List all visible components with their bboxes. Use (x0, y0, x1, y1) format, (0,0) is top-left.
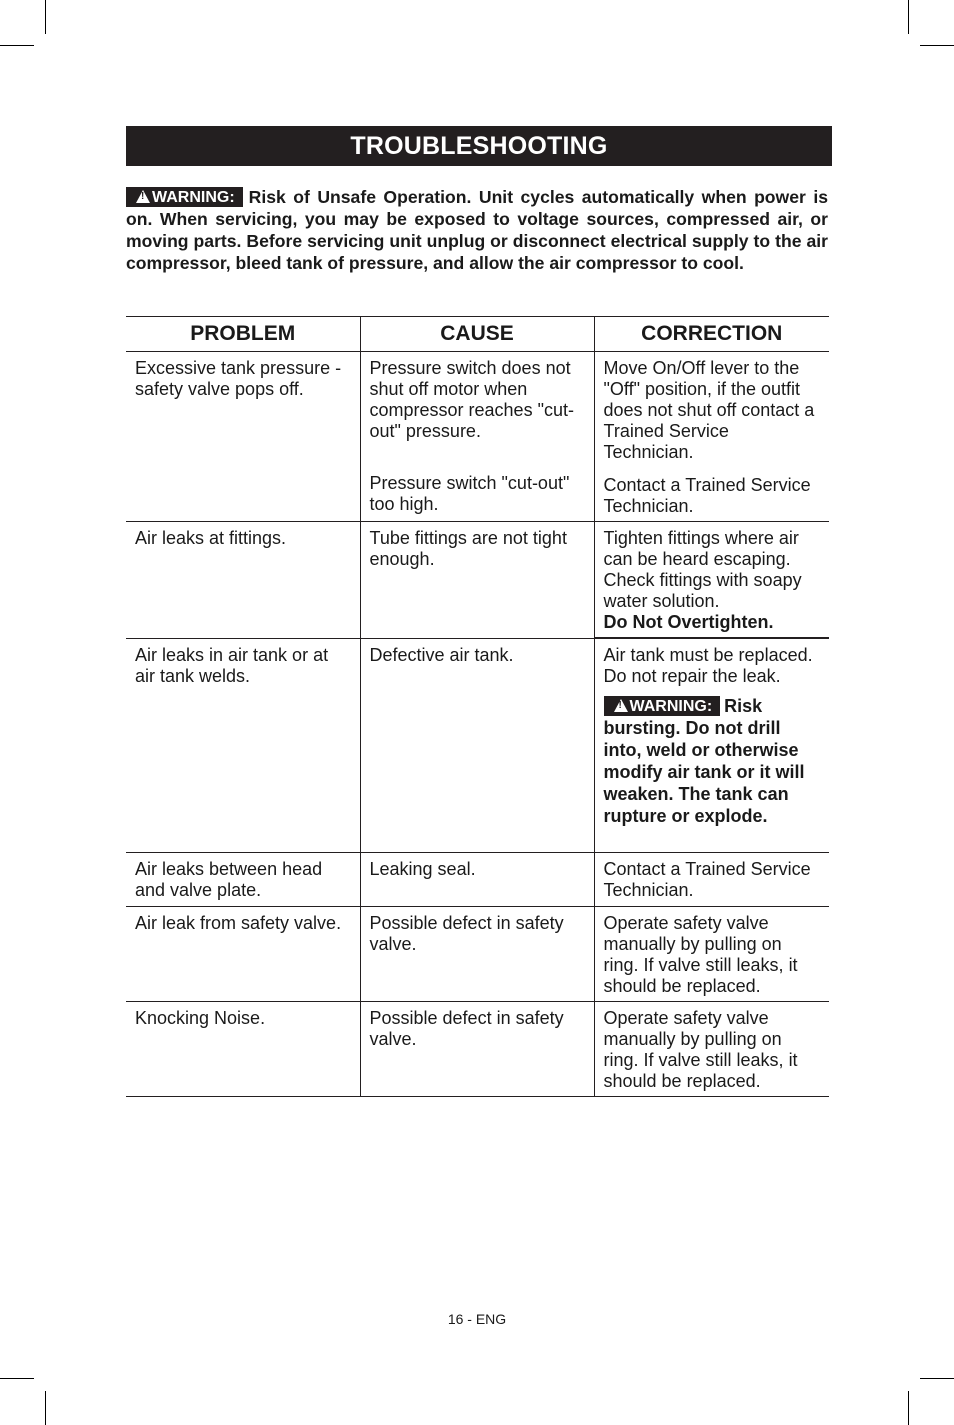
problem-cell: Air leaks at fittings. (126, 522, 360, 639)
table-row (126, 522, 829, 639)
warning-triangle-icon (136, 190, 150, 203)
warning-badge-label: WARNING: (152, 189, 235, 206)
warning-badge (604, 696, 721, 716)
header-correction: CORRECTION (594, 317, 829, 352)
warning-badge-label: WARNING: (629, 698, 713, 715)
correction-cell: Operate safety valve manually by pulling on ring. If valve still leaks, it should be replaced. (594, 1001, 829, 1096)
correction-cell (594, 352, 829, 522)
crop-mark (0, 45, 34, 46)
table-row (126, 638, 829, 852)
cause-cell: Possible defect in safety valve. (360, 906, 594, 1001)
crop-mark (45, 1391, 46, 1425)
warning-text: Risk bursting. Do not drill into, weld or otherwise modify air tank or it will weaken. The tank can rupture or explode. (603, 696, 805, 826)
problem-cell: Air leaks in air tank or at air tank welds. (126, 638, 360, 852)
table-header-row (126, 317, 829, 352)
table-row (126, 352, 829, 522)
problem-cell: Excessive tank pressure - safety valve pops off. (126, 352, 360, 522)
cause-text: Pressure switch "cut-out" too high. (369, 473, 570, 514)
table-row (126, 906, 829, 1001)
cause-cell: Possible defect in safety valve. (360, 1001, 594, 1096)
safety-warning (126, 186, 828, 274)
correction-text: Tighten fittings where air can be heard escaping. Check fittings with soapy water solution. (603, 528, 802, 611)
correction-text: Move On/Off lever to the "Off" position, if the outfit does not shut off contact a Trained Service Technician. (603, 358, 815, 462)
header-problem: PROBLEM (126, 317, 360, 352)
crop-mark (0, 1378, 34, 1379)
cause-text: Pressure switch does not shut off motor when compressor reaches "cut-out" pressure. (369, 358, 574, 441)
correction-emphasis: Do Not Overtighten. (603, 612, 774, 632)
crop-mark (920, 1378, 954, 1379)
warning-text: Risk of Unsafe Operation. Unit cycles automatically when power is on. When servicing, you may be exposed to voltage sources, compressed air, or moving parts. Before servicing unit unplug or disconnect electrical supply to the air compressor, bleed tank of pressure, and allow the air compressor to cool. (126, 187, 828, 273)
correction-cell: Contact a Trained Service Technician. (594, 852, 829, 906)
cause-cell: Defective air tank. (360, 638, 594, 852)
cause-cell: Tube fittings are not tight enough. (360, 522, 594, 639)
crop-mark (920, 45, 954, 46)
troubleshooting-table (126, 316, 829, 1097)
crop-mark (908, 1391, 909, 1425)
page-title: TROUBLESHOOTING (126, 126, 832, 166)
header-cause: CAUSE (360, 317, 594, 352)
correction-text: Contact a Trained Service Technician. (603, 475, 811, 516)
correction-cell (594, 522, 829, 639)
cause-cell: Leaking seal. (360, 852, 594, 906)
correction-cell (594, 638, 829, 852)
table-row (126, 1001, 829, 1096)
tank-warning (604, 695, 822, 827)
warning-badge (126, 187, 243, 207)
correction-cell: Operate safety valve manually by pulling on ring. If valve still leaks, it should be replaced. (594, 906, 829, 1001)
cause-cell (360, 352, 594, 522)
problem-cell: Knocking Noise. (126, 1001, 360, 1096)
crop-mark (45, 0, 46, 34)
crop-mark (908, 0, 909, 34)
problem-cell: Air leaks between head and valve plate. (126, 852, 360, 906)
correction-text: Air tank must be replaced. Do not repair the leak. (603, 645, 813, 686)
table-row (126, 852, 829, 906)
problem-cell: Air leak from safety valve. (126, 906, 360, 1001)
warning-triangle-icon (614, 699, 628, 712)
page-number: 16 - ENG (447, 1311, 507, 1327)
